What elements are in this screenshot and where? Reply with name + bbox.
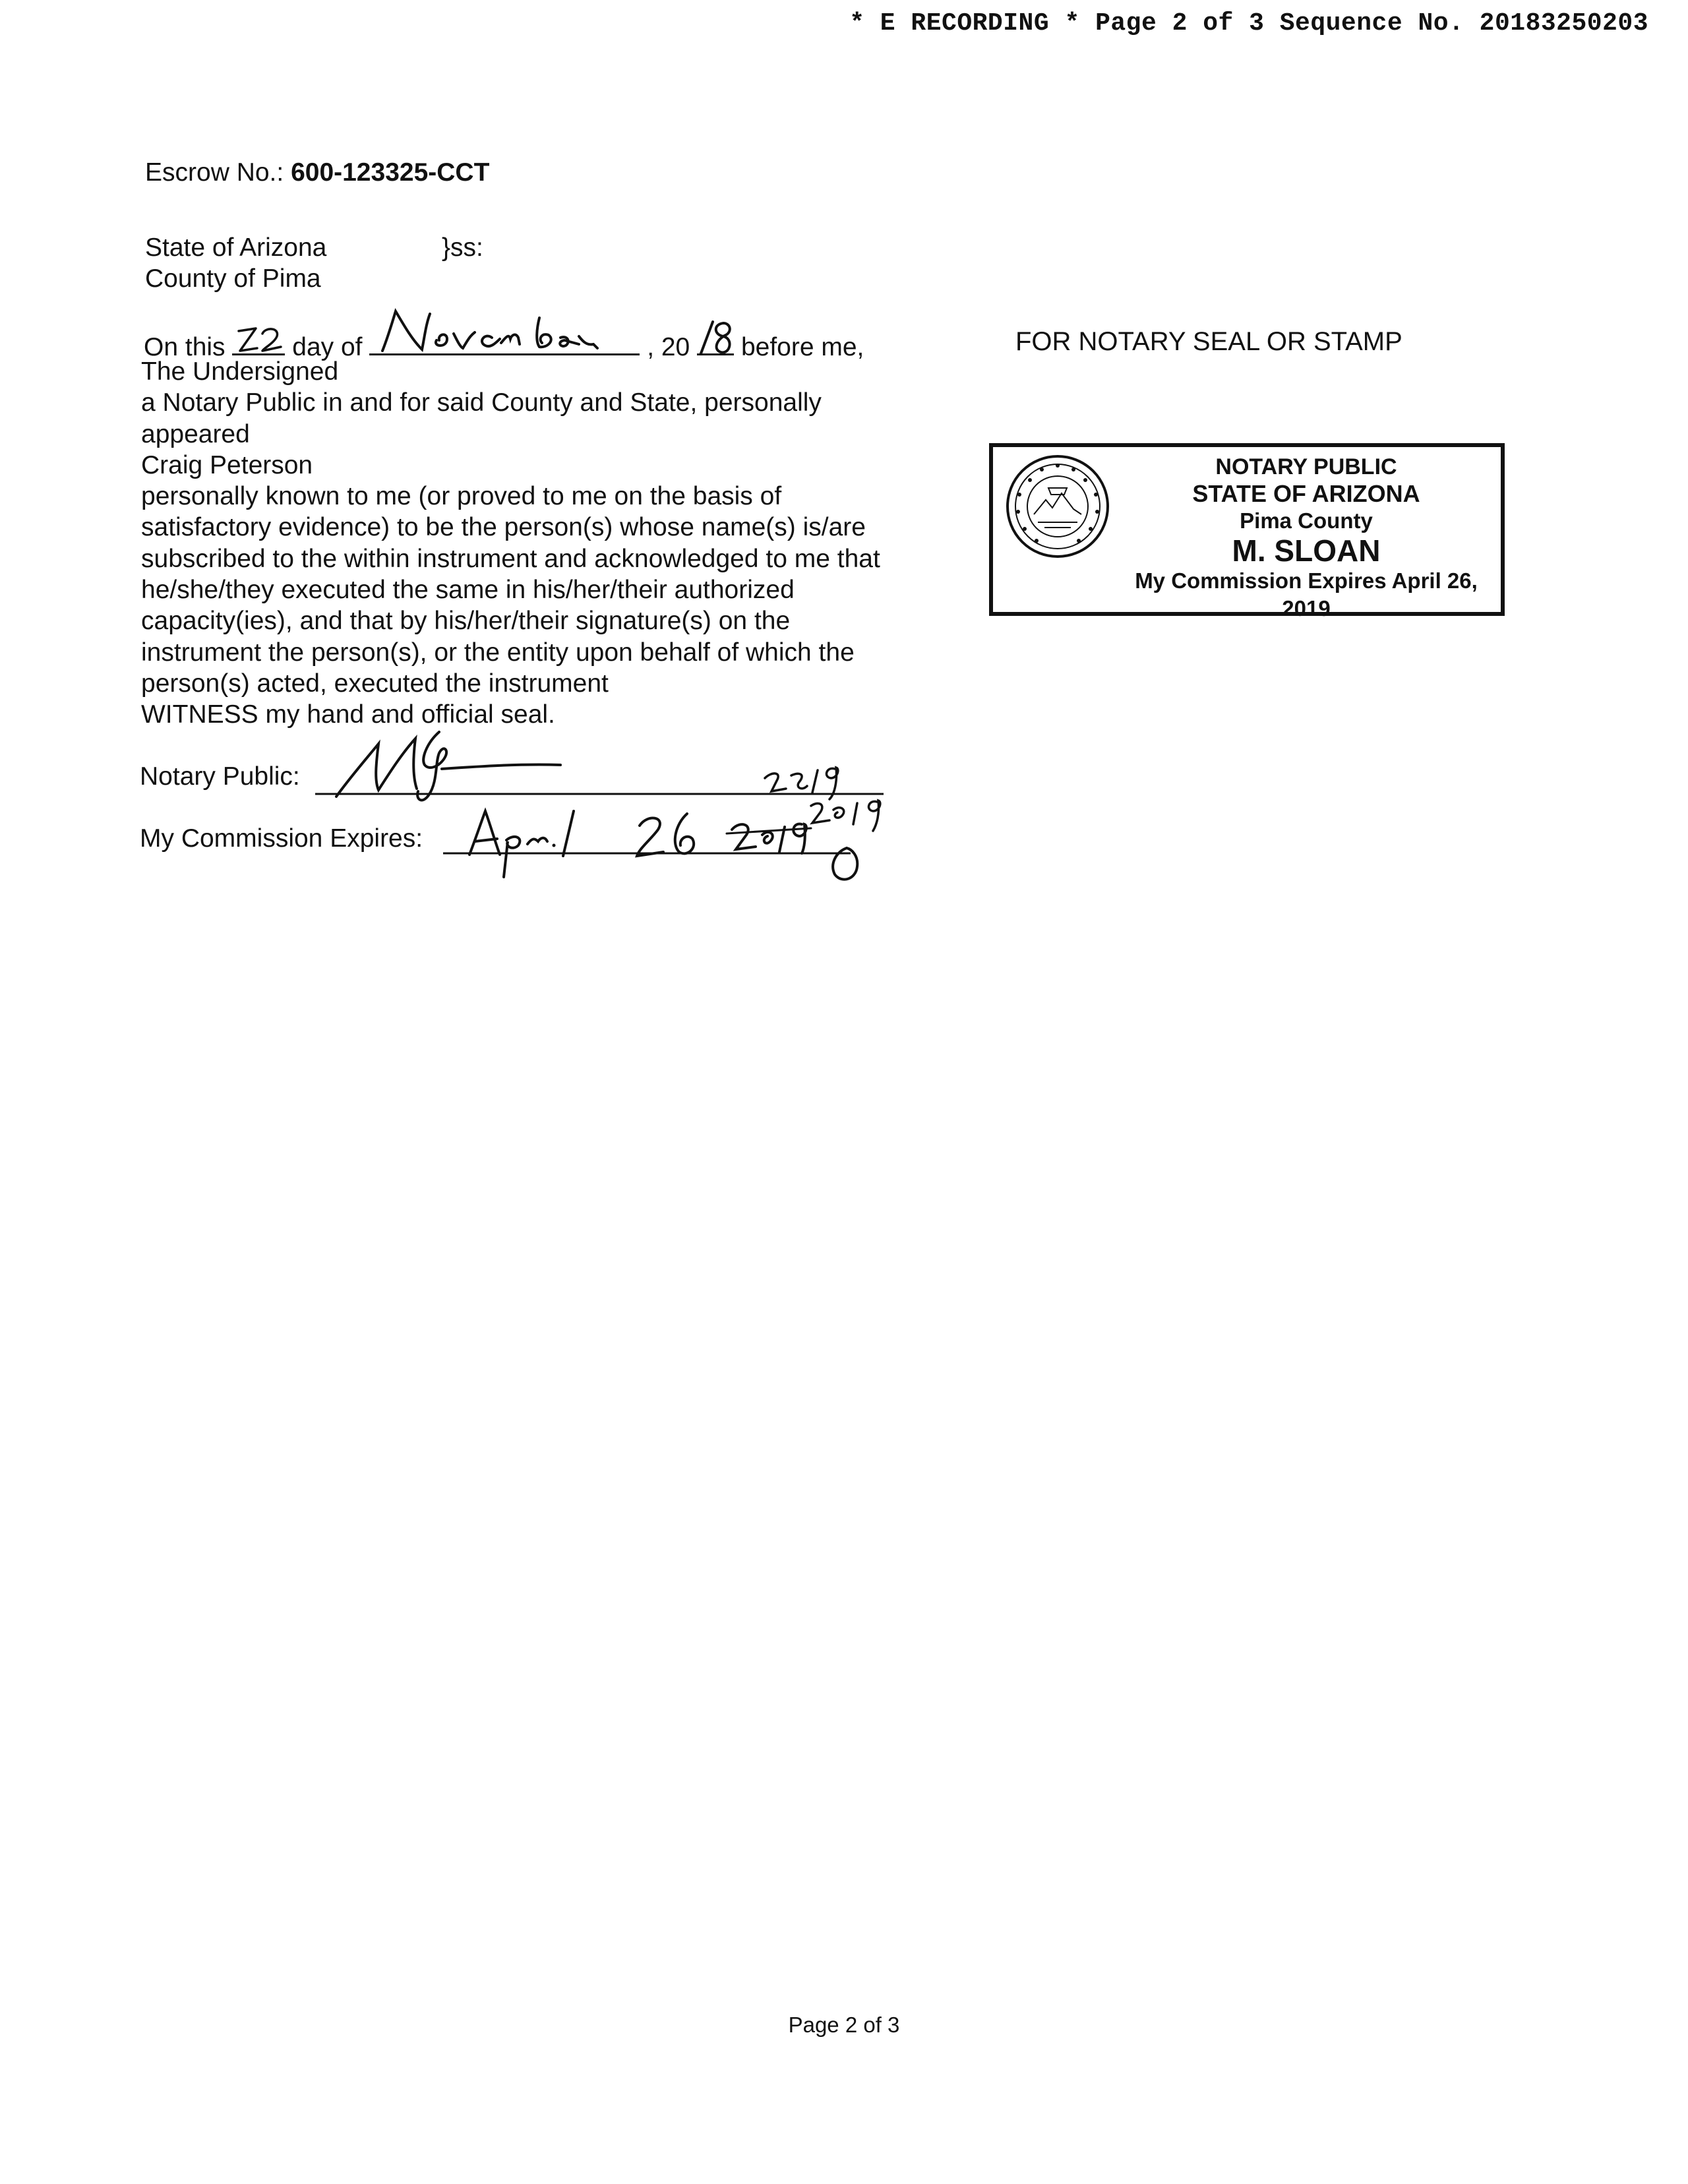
ack-line: appeared	[141, 419, 250, 448]
notary-public-label: Notary Public:	[140, 762, 300, 791]
handwritten-commission-date	[442, 798, 903, 884]
ack-line: personally known to me (or proved to me on the basis of	[141, 482, 782, 511]
year-prefix: , 20	[647, 333, 690, 361]
handwritten-year	[697, 318, 737, 357]
ack-line: WITNESS my hand and official seal.	[141, 700, 555, 729]
ack-line: capacity(ies), and that by his/her/their signature(s) on the	[141, 607, 791, 636]
notary-public-line	[140, 762, 300, 791]
ack-line: The Undersigned	[141, 357, 339, 386]
acknowledgment-body	[141, 356, 880, 731]
handwritten-day	[232, 320, 285, 357]
year-blank	[697, 327, 734, 355]
handwritten-month	[369, 305, 640, 357]
page-footer: Page 2 of 3	[788, 2013, 900, 2037]
recording-header: * E RECORDING * Page 2 of 3 Sequence No. 20183250203	[849, 9, 1648, 38]
notary-stamp	[989, 443, 1505, 621]
escrow-label: Escrow No.:	[145, 158, 284, 187]
venue-block	[145, 232, 483, 294]
escrow-number: 600-123325-CCT	[291, 158, 490, 187]
stamp-county: Pima County	[1240, 508, 1373, 533]
escrow-number-line	[145, 158, 489, 187]
month-blank	[369, 327, 640, 355]
seal-caption: FOR NOTARY SEAL OR STAMP	[1015, 327, 1402, 356]
notary-signature	[310, 725, 890, 804]
ack-line: Craig Peterson	[141, 450, 313, 479]
stamp-text	[1108, 454, 1504, 622]
commission-expires-line	[140, 824, 423, 853]
ack-line: a Notary Public in and for said County and State, personally	[141, 388, 822, 417]
stamp-state: STATE OF ARIZONA	[1192, 480, 1420, 507]
ack-line: satisfactory evidence) to be the person(s) whose name(s) is/are	[141, 513, 866, 542]
stamp-title: NOTARY PUBLIC	[1215, 454, 1397, 479]
venue-state: State of Arizona	[145, 233, 327, 262]
venue-county: County of Pima	[145, 264, 321, 293]
on-this-label: On this	[144, 333, 226, 361]
stamp-name: M. SLOAN	[1232, 533, 1381, 568]
state-seal-icon	[1005, 454, 1110, 559]
ack-line: person(s) acted, executed the instrument	[141, 669, 609, 698]
ack-line: instrument the person(s), or the entity upon behalf of which the	[141, 638, 855, 667]
ack-line: subscribed to the within instrument and acknowledged to me that	[141, 544, 880, 573]
ack-line: he/she/they executed the same in his/her/their authorized	[141, 576, 795, 605]
stamp-expiry: My Commission Expires April 26, 2019	[1135, 568, 1478, 621]
before-me-label: before me,	[740, 333, 864, 361]
venue-ss: }ss:	[442, 233, 483, 262]
day-of-label: day of	[292, 333, 363, 361]
commission-expires-label: My Commission Expires:	[140, 824, 423, 853]
day-blank	[232, 327, 285, 355]
